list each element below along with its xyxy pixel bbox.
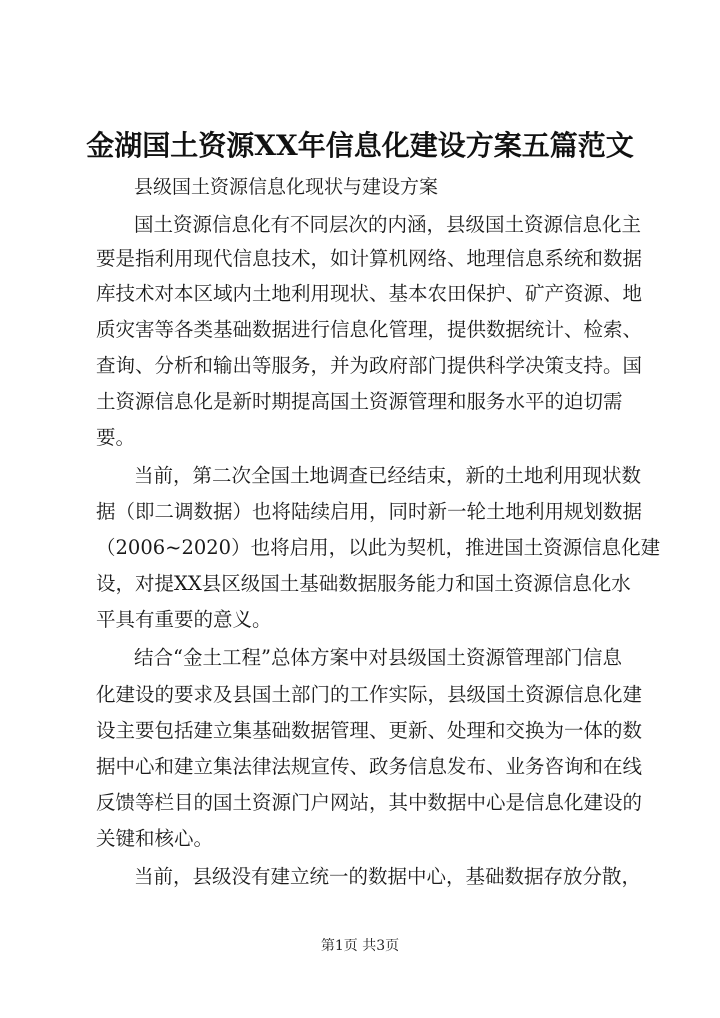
- paragraph-line: 设主要包括建立集基础数据管理、更新、处理和交换为一体的数: [96, 719, 643, 742]
- paragraph-line: 查询、分析和输出等服务，并为政府部门提供科学决策支持。国: [96, 354, 643, 377]
- paragraph-line: 反馈等栏目的国土资源门户网站，其中数据中心是信息化建设的: [96, 791, 643, 814]
- paragraph-line: 库技术对本区域内土地利用现状、基本农田保护、矿产资源、地: [96, 282, 643, 305]
- paragraph-line: 国土资源信息化有不同层次的内涵，县级国土资源信息化主: [134, 213, 642, 236]
- paragraph-line: 要是指利用现代信息技术，如计算机网络、地理信息系统和数据: [96, 247, 643, 270]
- paragraph-line: 据（即二调数据）也将陆续启用，同时新一轮土地利用规划数据: [96, 500, 643, 523]
- paragraph-line: 要。: [96, 426, 136, 449]
- page-number-footer: 第1页 共3页: [320, 938, 400, 954]
- document-title: 金湖国土资源XX年信息化建设方案五篇范文: [86, 129, 634, 162]
- paragraph-line: 当前，第二次全国土地调查已经结束，新的土地利用现状数: [134, 464, 642, 487]
- paragraph-line: 结合“金土工程”总体方案中对县级国土资源管理部门信息: [134, 646, 622, 669]
- paragraph-line: 质灾害等各类基础数据进行信息化管理，提供数据统计、检索、: [96, 318, 643, 341]
- document-subtitle: 县级国土资源信息化现状与建设方案: [134, 176, 439, 198]
- paragraph-line: 设，对提XX县区级国土基础数据服务能力和国土资源信息化水: [96, 572, 631, 595]
- paragraph-line: 化建设的要求及县国土部门的工作实际，县级国土资源信息化建: [96, 683, 643, 706]
- paragraph-line: （2006~2020）也将启用，以此为契机，推进国土资源信息化建: [96, 536, 661, 559]
- paragraph-line: 土资源信息化是新时期提高国土资源管理和服务水平的迫切需: [96, 390, 623, 413]
- paragraph-line: 当前，县级没有建立统一的数据中心，基础数据存放分散，: [134, 865, 642, 888]
- paragraph-line: 据中心和建立集法律法规宣传、政务信息发布、业务咨询和在线: [96, 755, 643, 778]
- paragraph-line: 平具有重要的意义。: [96, 608, 272, 631]
- paragraph-line: 关键和核心。: [96, 827, 214, 850]
